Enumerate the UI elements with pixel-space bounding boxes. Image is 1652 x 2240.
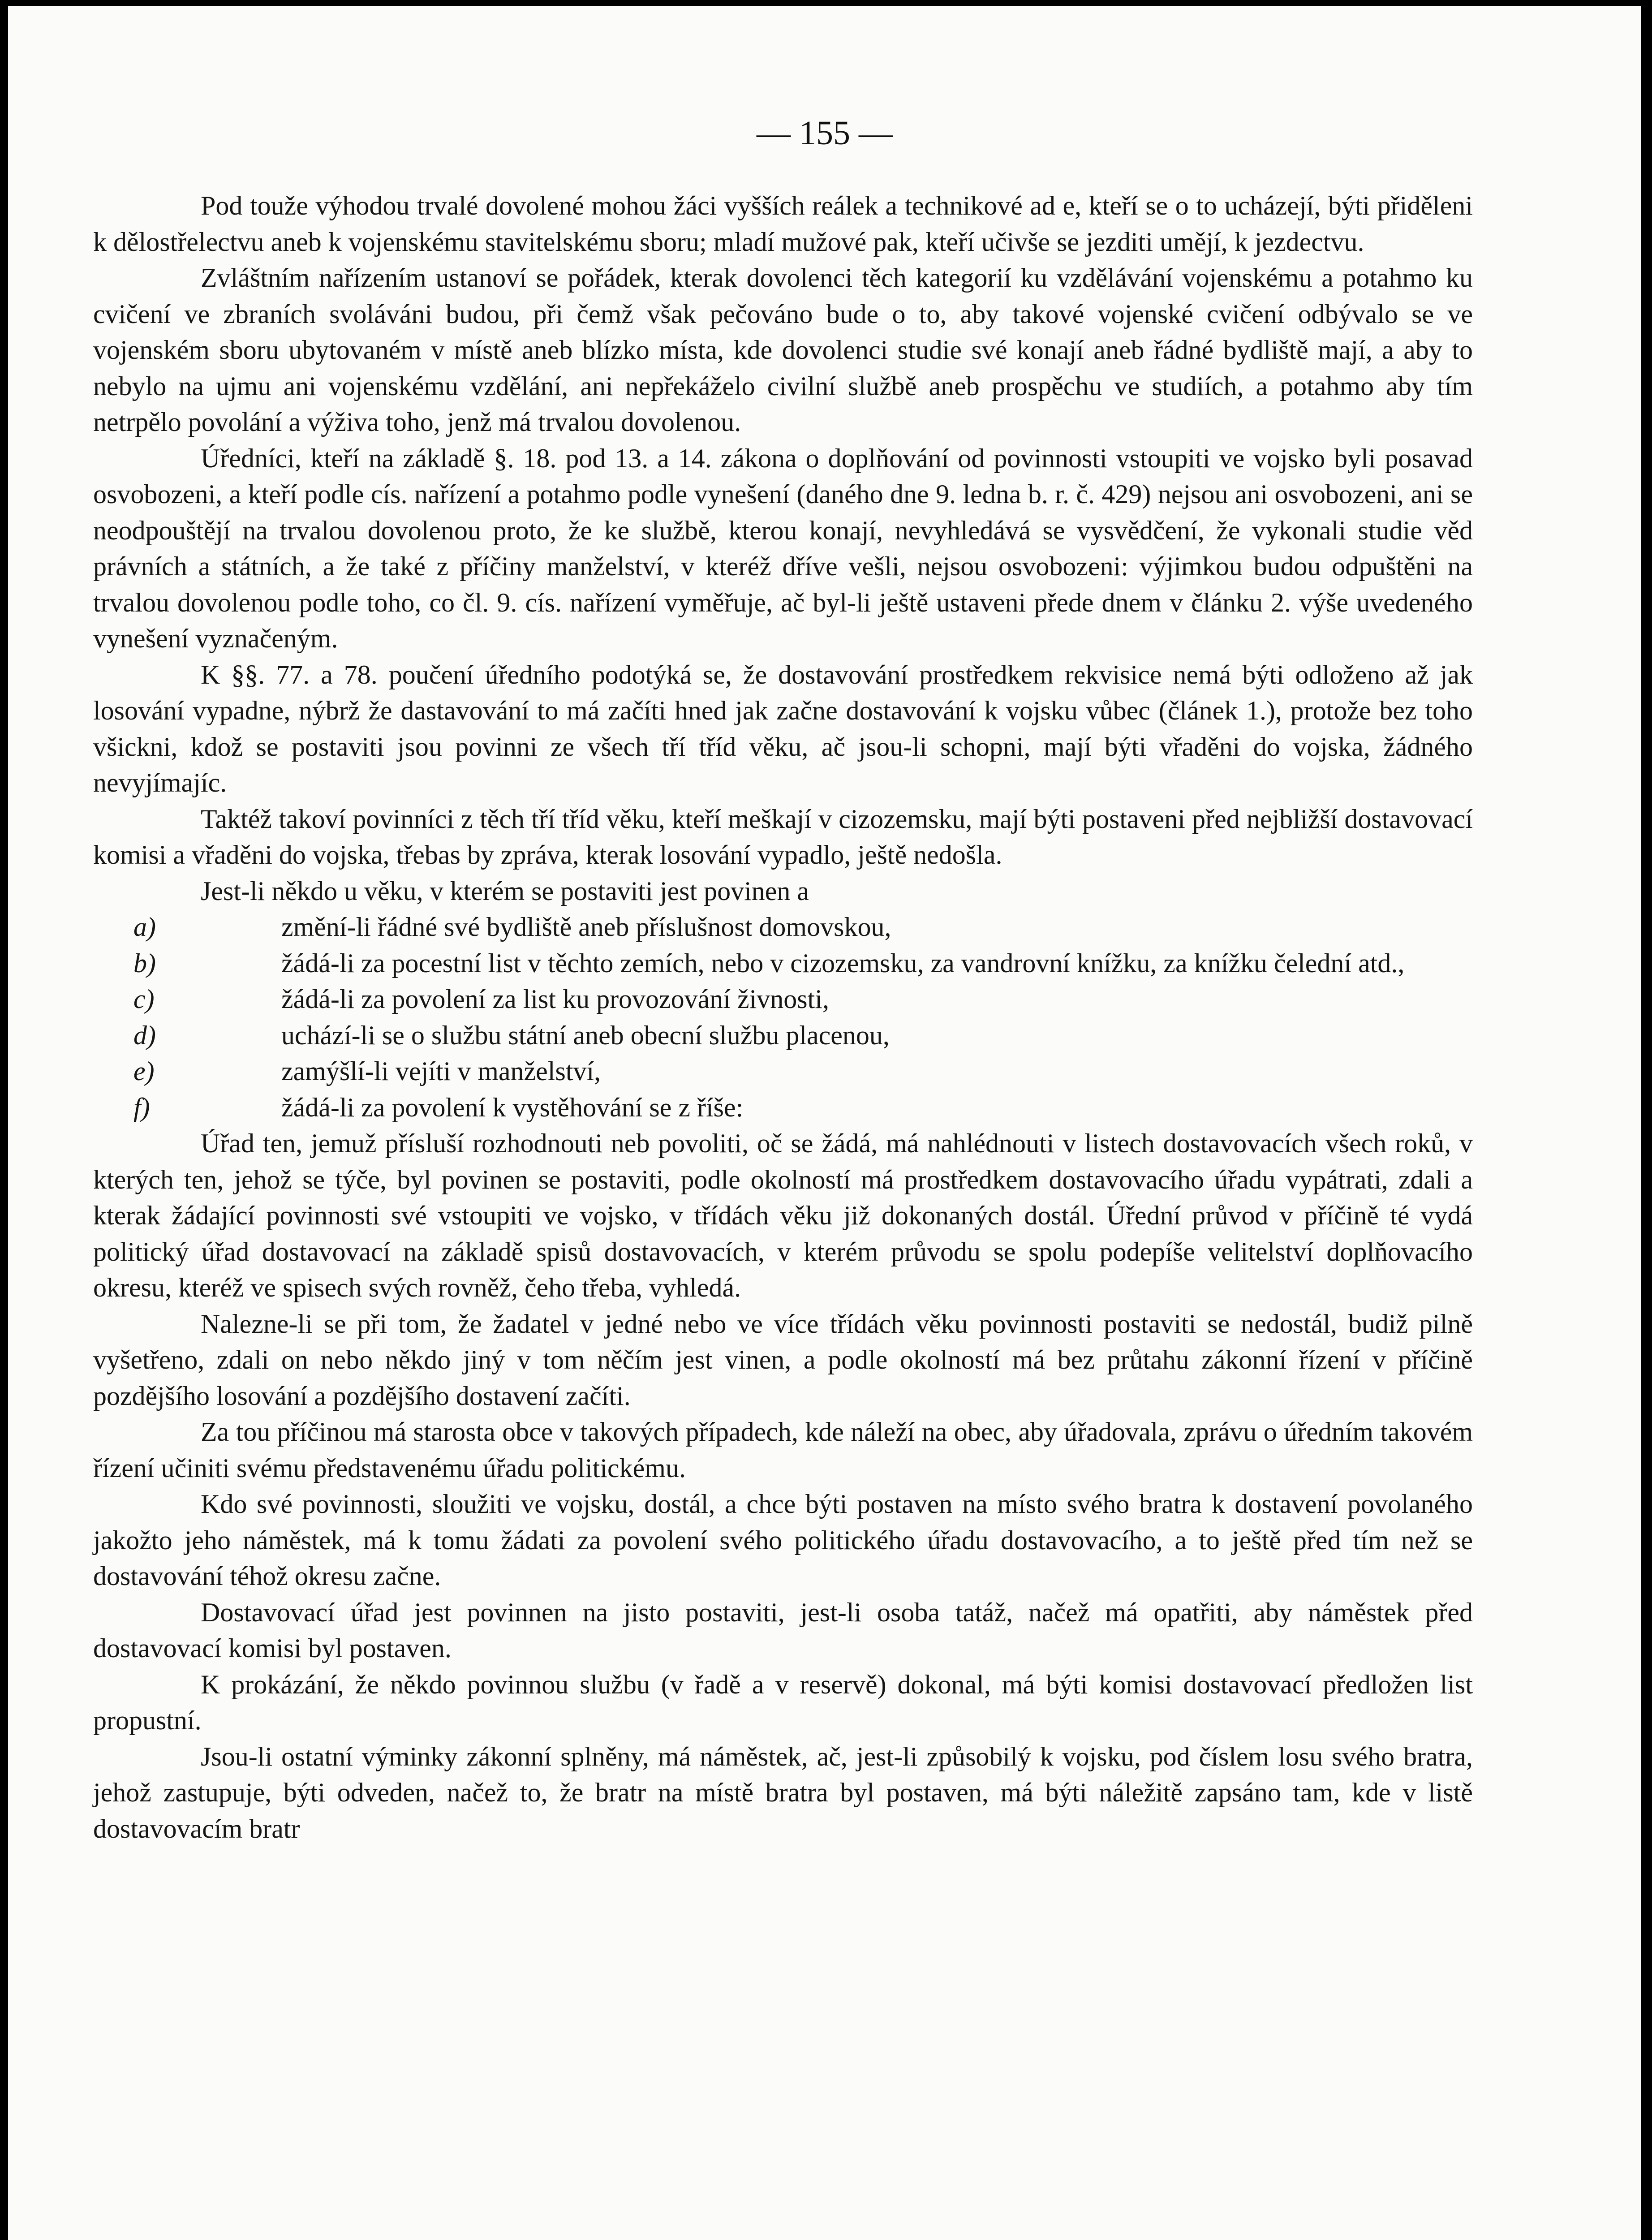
paragraph: Kdo své povinnosti, sloužiti ve vojsku, dostál, a chce býti postaven na místo svého bratra k dostavení povolaného jakožto jeho náměstek, má k tomu žádati za povolení svého politického úřadu dostavovacího, a to ještě před tím než se dostavování téhož okresu začne. xyxy=(93,1489,1473,1591)
paragraph: Jest-li někdo u věku, v kterém se postaviti jest povinen a xyxy=(201,876,809,906)
list-item xyxy=(93,981,1473,1017)
paragraph: Pod touže výhodou trvalé dovolené mohou žáci vyšších reálek a technikové ad e, kteří se o to ucházejí, býti přiděleni k dělostřelectvu aneb k vojenskému stavitelskému sboru; mladí mužové pak, kteří učivše se jezditi umějí, k jezdectvu. xyxy=(93,191,1473,257)
list-item xyxy=(93,1017,1473,1054)
paragraph: Úředníci, kteří na základě §. 18. pod 13. a 14. zákona o doplňování od povinnosti vstoupiti ve vojsko byli posavad osvobozeni, a kteří podle cís. nařízení a potahmo podle vynešení (daného dne 9. ledna b. r. č. 429) nejsou ani osvobozeni, ani se neodpouštějí na trvalou dovolenou proto, že ke službě, kterou konají, nevyhledává se vysvědčení, že vykonali studie věd právních a státních, a že také z příčiny manželství, v kteréž dříve vešli, nejsou osvobozeni: výjimkou budou odpuštěni na trvalou dovolenou podle toho, co čl. 9. cís. nařízení vyměřuje, ač byl-li ještě ustaveni přede dnem v článku 2. výše uvedeného vynešení vyznačeným. xyxy=(93,443,1473,653)
paragraph: Taktéž takoví povinníci z těch tří tříd věku, kteří meškají v cizozemsku, mají býti postaveni před nejbližší dostavovací komisi a vřaděni do vojska, třebas by zpráva, kterak losování vypadlo, ještě nedošla. xyxy=(93,804,1473,870)
list-label: e) xyxy=(133,1056,155,1086)
page-number: — 155 — xyxy=(757,114,893,152)
list-label: f) xyxy=(133,1092,150,1122)
list-item xyxy=(93,945,1473,982)
list-item xyxy=(93,909,1473,945)
list-label: b) xyxy=(133,948,156,978)
paragraph: K prokázání, že někdo povinnou službu (v řadě a v reservě) dokonal, má býti komisi dostavovací předložen list propustní. xyxy=(93,1669,1473,1735)
document-page xyxy=(8,6,1641,2240)
paragraph: K §§. 77. a 78. poučení úředního podotýká se, že dostavování prostředkem rekvisice nemá býti odloženo až jak losování vypadne, nýbrž že dastavování to má začíti hned jak začne dostavování k vojsku vůbec (článek 1.), protože bez toho všickni, kdož se postaviti jsou povinni ze všech tří tříd věku, ač jsou-li schopni, mají býti vřaděni do vojska, žádného nevyjímajíc. xyxy=(93,659,1473,797)
list-item xyxy=(93,1053,1473,1090)
list-text: žádá-li za povolení k vystěhování se z říše: xyxy=(281,1092,744,1122)
paragraph: Zvláštním nařízením ustanoví se pořádek, kterak dovolenci těch kategorií ku vzdělávání vojenskému a potahmo ku cvičení ve zbraních svoláváni budou, při čemž však pečováno bude o to, aby takové vojenské cvičení odbývalo se ve vojenském sboru ubytovaném v místě aneb blízko místa, kde dovolenci studie své konají aneb řádné bydliště mají, a aby to nebylo na ujmu ani vojenskému vzdělání, ani nepřekáželo civilní službě aneb prospěchu ve studiích, a potahmo aby tím netrpělo povolání a výživa toho, jenž má trvalou dovolenou. xyxy=(93,263,1473,437)
list-label: c) xyxy=(133,984,155,1014)
list-item xyxy=(93,1090,1473,1126)
list-text: uchází-li se o službu státní aneb obecní službu placenou, xyxy=(281,1020,890,1050)
body-text xyxy=(93,188,1473,1847)
paragraph: Dostavovací úřad jest povinnen na jisto postaviti, jest-li osoba tatáž, načež má opatřiti, aby náměstek před dostavovací komisi byl postaven. xyxy=(93,1597,1473,1663)
list-label: d) xyxy=(133,1020,156,1050)
list-text: žádá-li za pocestní list v těchto zemích, nebo v cizozemsku, za vandrovní knížku, za knížku čelední atd., xyxy=(281,948,1405,978)
list-label: a) xyxy=(133,912,156,942)
paragraph: Jsou-li ostatní výminky zákonní splněny, má náměstek, ač, jest-li způsobilý k vojsku, pod číslem losu svého bratra, jehož zastupuje, býti odveden, načež to, že bratr na místě bratra byl postaven, má býti náležitě zapsáno tam, kde v listě dostavovacím bratr xyxy=(93,1741,1473,1844)
list-text: změní-li řádné své bydliště aneb příslušnost domovskou, xyxy=(281,912,891,942)
list-text: zamýšlí-li vejíti v manželství, xyxy=(281,1056,601,1086)
paragraph: Za tou příčinou má starosta obce v takových případech, kde náleží na obec, aby úřadovala, zprávu o úředním takovém řízení učiniti svému představenému úřadu politickému. xyxy=(93,1417,1473,1483)
paragraph: Nalezne-li se při tom, že žadatel v jedné nebo ve více třídách věku povinnosti postaviti se nedostál, budiž pilně vyšetřeno, zdali on nebo někdo jiný v tom něčím jest vinen, a podle okolností má bez průtahu zákonní řízení v příčině pozdějšího losování a pozdějšího dostavení začíti. xyxy=(93,1309,1473,1411)
list-text: žádá-li za povolení za list ku provozování živnosti, xyxy=(281,984,829,1014)
paragraph: Úřad ten, jemuž přísluší rozhodnouti neb povoliti, oč se žádá, má nahlédnouti v listech dostavovacích všech roků, v kterých ten, jehož se týče, byl povinen se postaviti, podle okolností má prostředkem dostavovacího úřadu vypátrati, zdali a kterak žádající povinnosti své vstoupiti ve vojsko, v třídách věku již dokonaných dostál. Úřední průvod v příčině té vydá politický úřad dostavovací na základě spisů dostavovacích, v kterém průvodu se spolu podepíše velitelství doplňovacího okresu, kteréž ve spisech svých rovněž, čeho třeba, vyhledá. xyxy=(93,1129,1473,1302)
